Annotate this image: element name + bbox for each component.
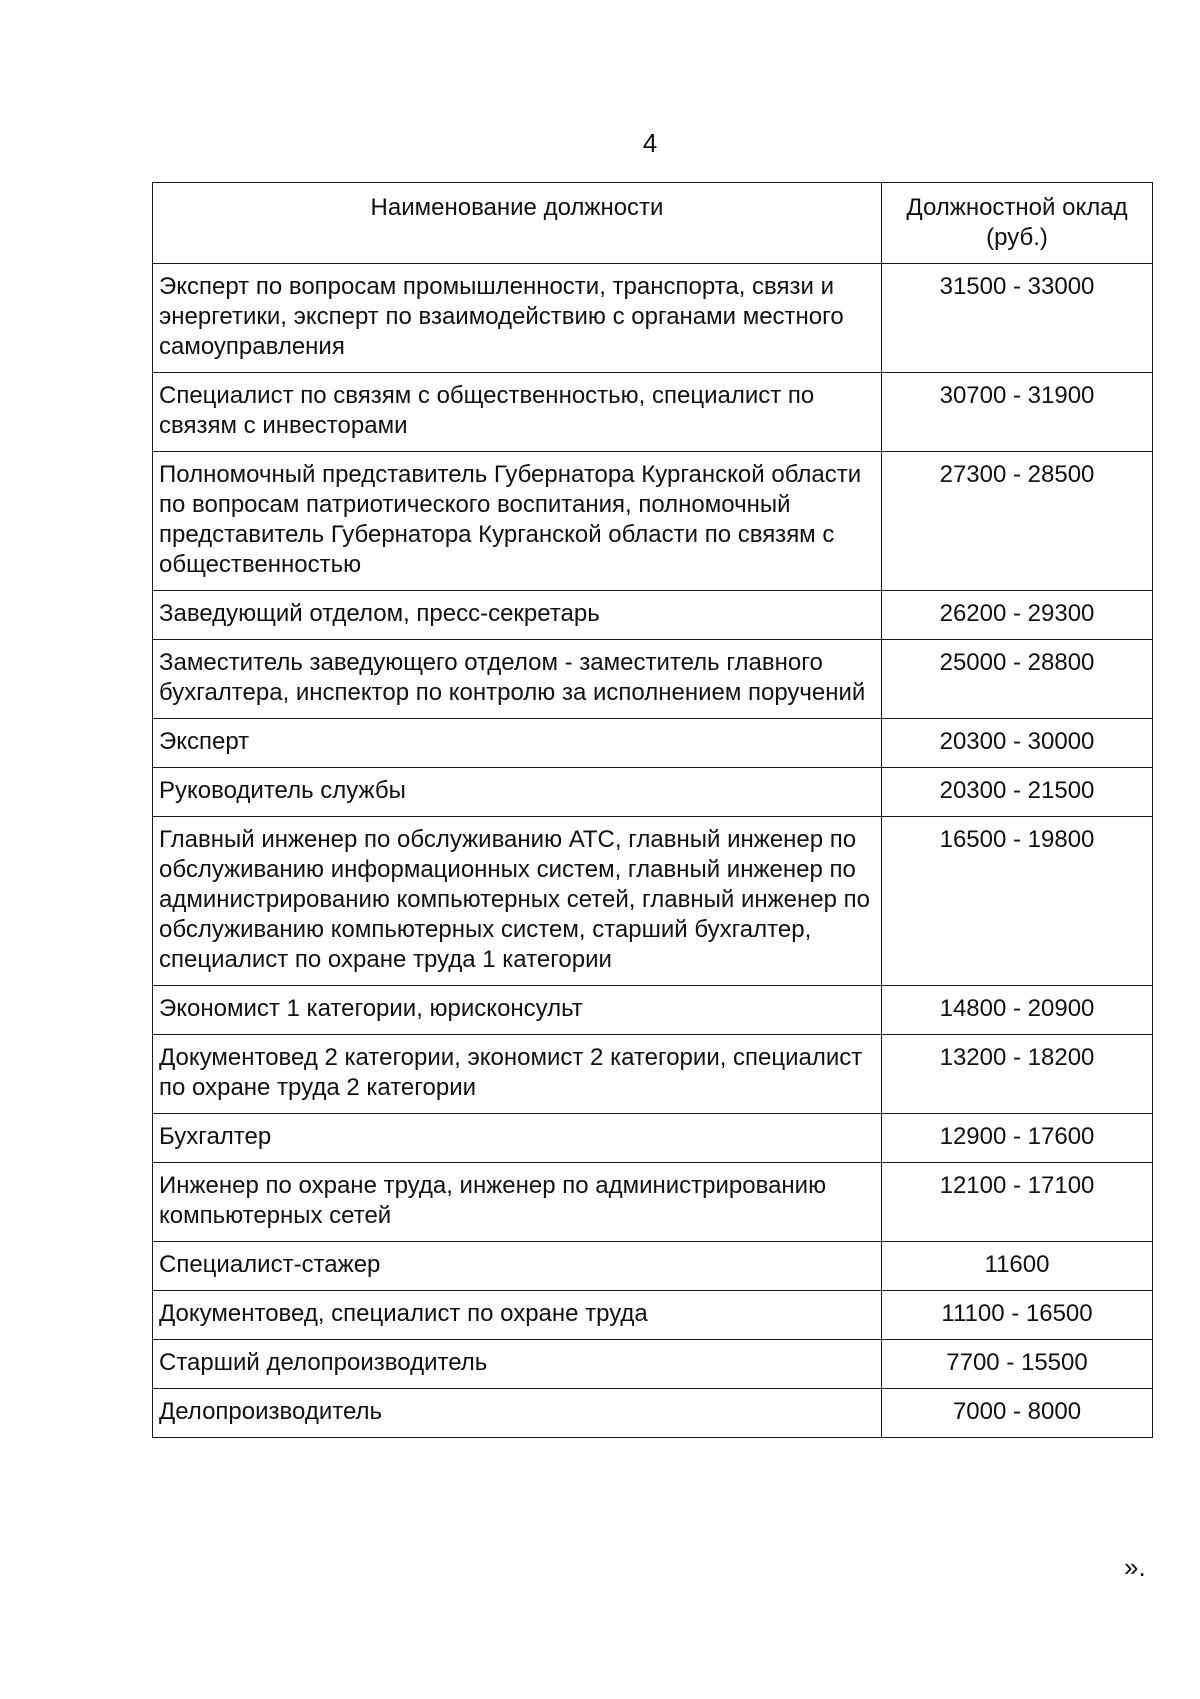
table-row xyxy=(153,373,1153,452)
salary-table xyxy=(152,182,1153,1438)
position-cell: Руководитель службы xyxy=(153,768,882,817)
salary-cell: 11600 xyxy=(882,1242,1153,1291)
position-cell: Документовед 2 категории, экономист 2 категории, специалист по охране труда 2 категории xyxy=(153,1035,882,1114)
salary-cell: 11100 - 16500 xyxy=(882,1291,1153,1340)
table-row xyxy=(153,817,1153,986)
table-row xyxy=(153,591,1153,640)
closing-quote: ». xyxy=(1124,1552,1146,1582)
table-header-row xyxy=(153,183,1153,264)
position-cell: Заместитель заведующего отделом - заместитель главного бухгалтера, инспектор по контролю за исполнением поручений xyxy=(153,640,882,719)
position-cell: Полномочный представитель Губернатора Курганской области по вопросам патриотического воспитания, полномочный представитель Губернатора Курганской области по связям с общественностью xyxy=(153,452,882,591)
table-row xyxy=(153,986,1153,1035)
position-cell: Главный инженер по обслуживанию АТС, главный инженер по обслуживанию информационных систем, главный инженер по администрированию компьютерных сетей, главный инженер по обслуживанию компьютерных систем, старший бухгалтер, специалист по охране труда 1 категории xyxy=(153,817,882,986)
position-cell: Бухгалтер xyxy=(153,1114,882,1163)
position-cell: Делопроизводитель xyxy=(153,1389,882,1438)
table-row xyxy=(153,1163,1153,1242)
salary-cell: 13200 - 18200 xyxy=(882,1035,1153,1114)
position-cell: Документовед, специалист по охране труда xyxy=(153,1291,882,1340)
table-row xyxy=(153,1389,1153,1438)
table-row xyxy=(153,1035,1153,1114)
table-row xyxy=(153,768,1153,817)
table-row xyxy=(153,640,1153,719)
position-cell: Эксперт xyxy=(153,719,882,768)
table-body xyxy=(153,264,1153,1438)
table-row xyxy=(153,719,1153,768)
position-cell: Экономист 1 категории, юрисконсульт xyxy=(153,986,882,1035)
table-row xyxy=(153,1340,1153,1389)
salary-cell: 20300 - 21500 xyxy=(882,768,1153,817)
table-row xyxy=(153,1291,1153,1340)
position-cell: Специалист по связям с общественностью, специалист по связям с инвесторами xyxy=(153,373,882,452)
salary-cell: 16500 - 19800 xyxy=(882,817,1153,986)
salary-cell: 7000 - 8000 xyxy=(882,1389,1153,1438)
salary-cell: 14800 - 20900 xyxy=(882,986,1153,1035)
salary-cell: 20300 - 30000 xyxy=(882,719,1153,768)
position-cell: Специалист-стажер xyxy=(153,1242,882,1291)
page-number: 4 xyxy=(642,128,658,158)
salary-cell: 12100 - 17100 xyxy=(882,1163,1153,1242)
salary-cell: 25000 - 28800 xyxy=(882,640,1153,719)
salary-cell: 31500 - 33000 xyxy=(882,264,1153,373)
salary-cell: 30700 - 31900 xyxy=(882,373,1153,452)
salary-cell: 27300 - 28500 xyxy=(882,452,1153,591)
position-cell: Старший делопроизводитель xyxy=(153,1340,882,1389)
salary-cell: 12900 - 17600 xyxy=(882,1114,1153,1163)
salary-cell: 7700 - 15500 xyxy=(882,1340,1153,1389)
table-row xyxy=(153,1114,1153,1163)
position-cell: Эксперт по вопросам промышленности, транспорта, связи и энергетики, эксперт по взаимодействию с органами местного самоуправления xyxy=(153,264,882,373)
salary-cell: 26200 - 29300 xyxy=(882,591,1153,640)
position-cell: Инженер по охране труда, инженер по администрированию компьютерных сетей xyxy=(153,1163,882,1242)
position-cell: Заведующий отделом, пресс-секретарь xyxy=(153,591,882,640)
position-column-header: Наименование должности xyxy=(153,183,882,264)
table-row xyxy=(153,452,1153,591)
salary-column-header: Должностной оклад (руб.) xyxy=(882,183,1153,264)
table-row xyxy=(153,264,1153,373)
table-row xyxy=(153,1242,1153,1291)
